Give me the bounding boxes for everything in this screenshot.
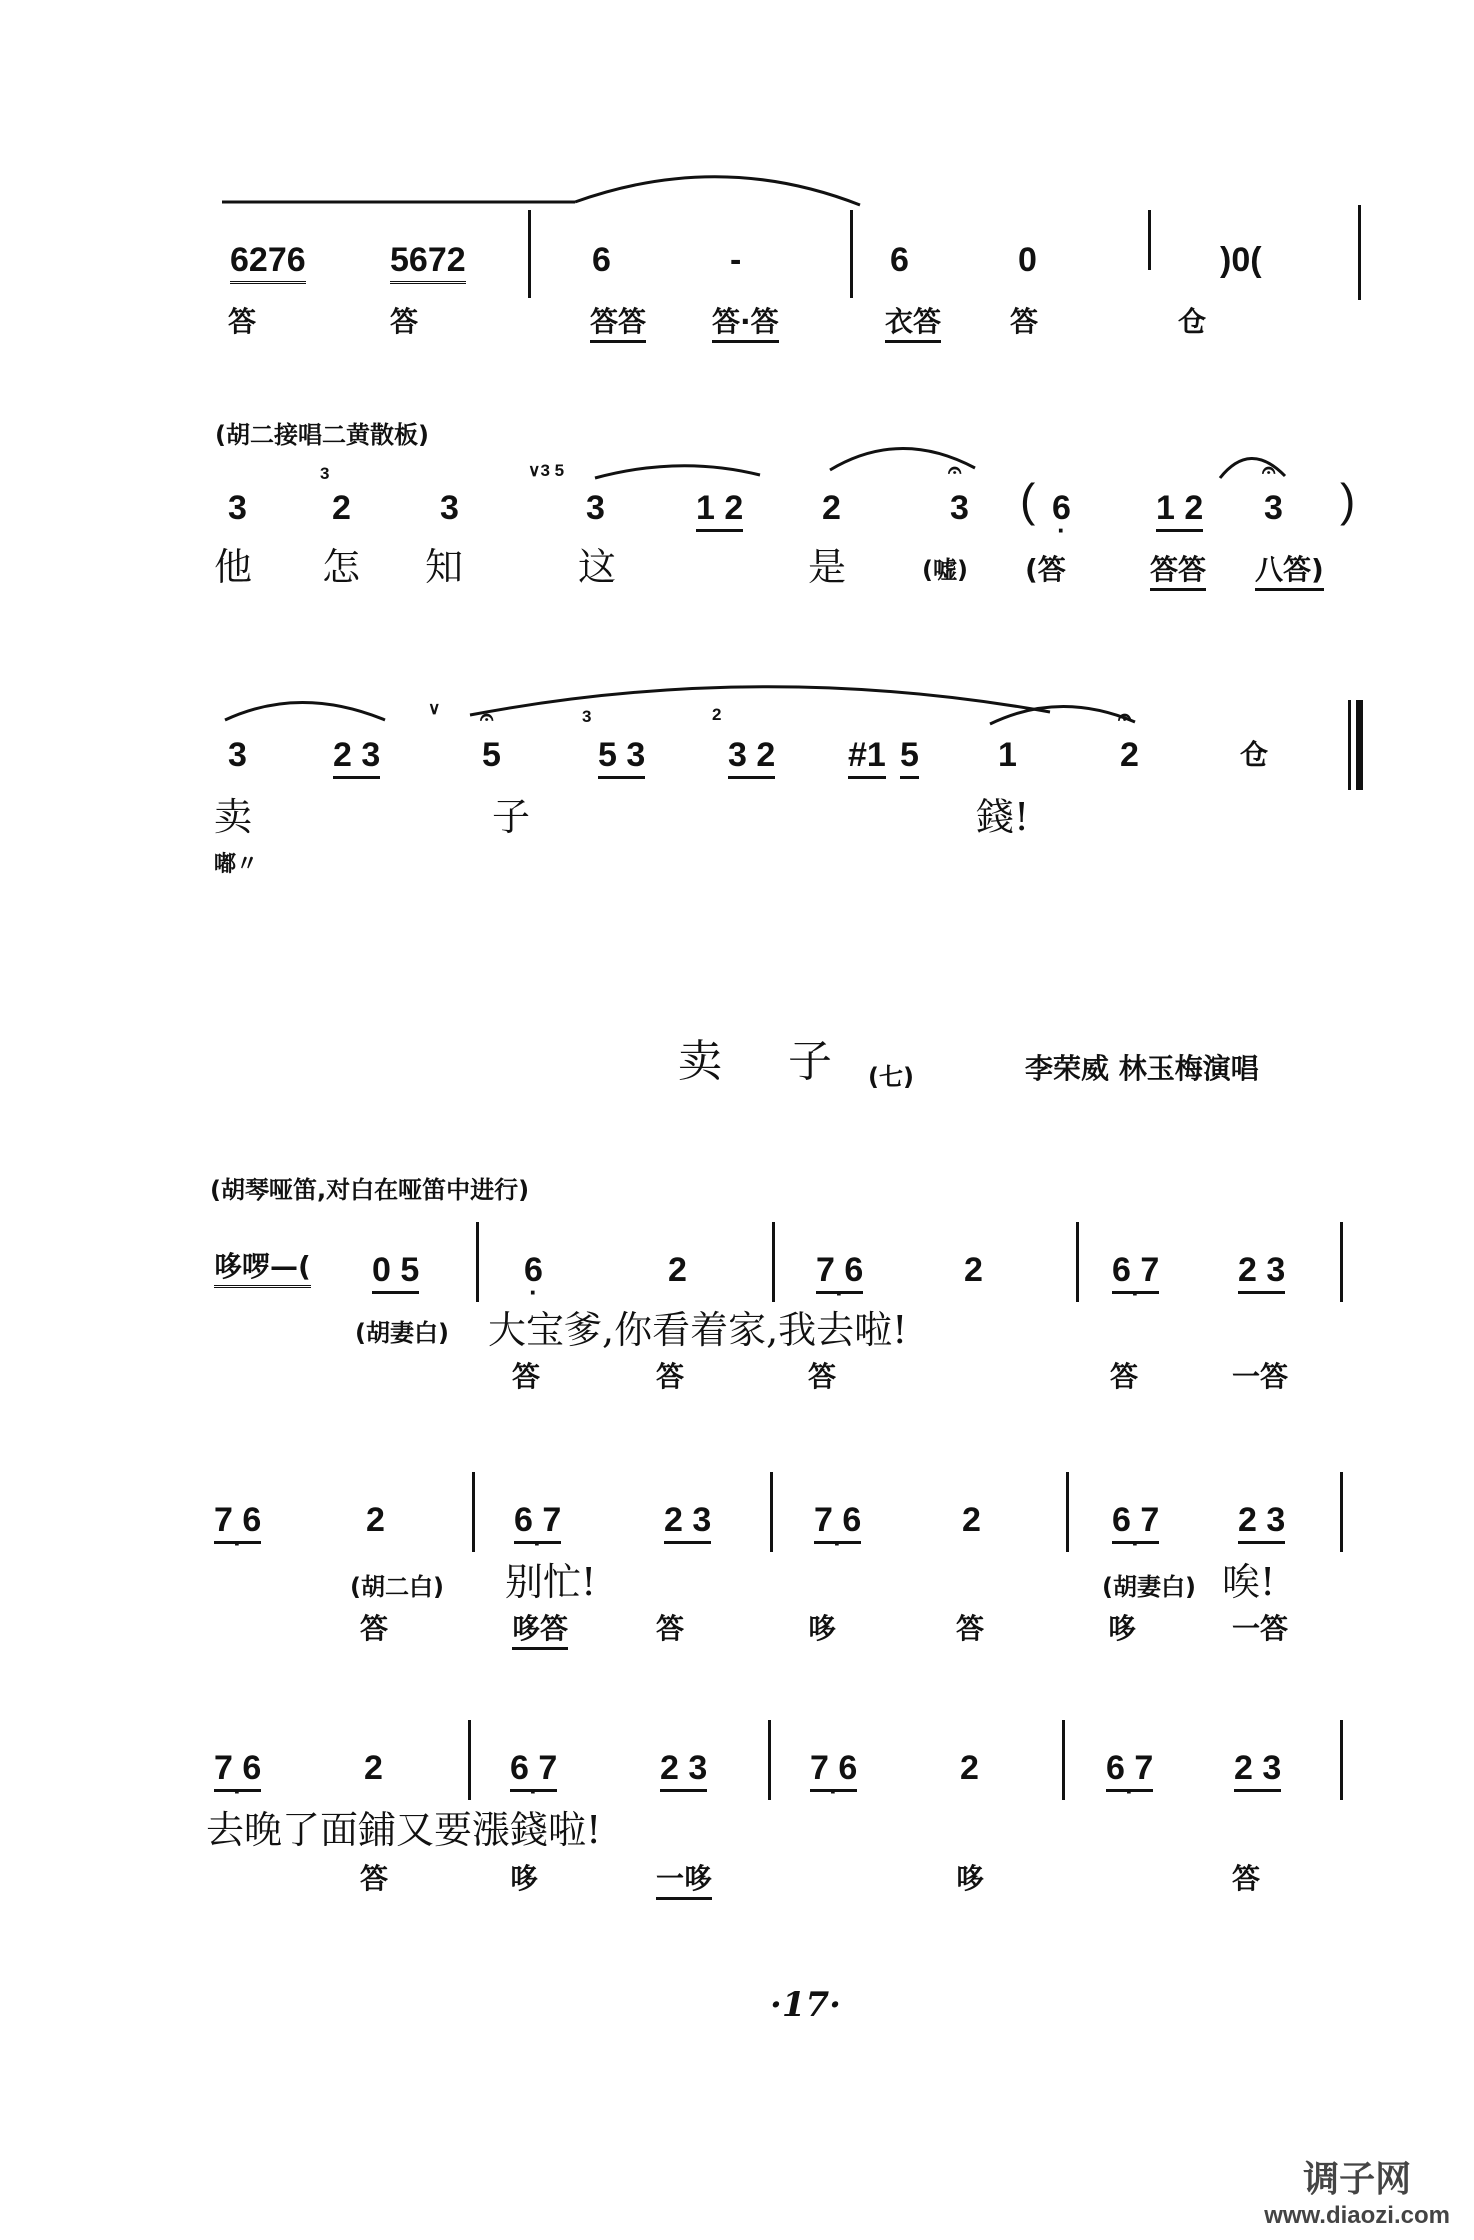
note-group: 1 2 — [696, 488, 743, 532]
perc-syllable: 一哆 — [656, 1862, 712, 1900]
perc-syllable: 答 — [228, 305, 257, 338]
note: 1 — [998, 736, 1017, 774]
fermata-icon: 𝄐 — [1118, 703, 1132, 731]
barline — [1340, 1222, 1343, 1302]
fermata-icon: 𝄐 — [948, 456, 962, 484]
note-fermata: 3 — [950, 489, 969, 527]
paren-open: ( — [1020, 474, 1036, 526]
perc-syllable: 答 — [360, 1612, 389, 1645]
perc-syllable: 答 — [656, 1360, 685, 1393]
note-fermata: 5 — [482, 736, 501, 774]
note-group: 2 3 — [1234, 1748, 1281, 1792]
lyric: 他 — [214, 545, 253, 589]
double-barline — [1348, 700, 1351, 790]
performance-direction: (胡琴哑笛,对白在哑笛中进行) — [210, 1176, 530, 1204]
note-group: 5672 — [390, 240, 466, 284]
perc-syllable: 仓 — [1178, 305, 1207, 338]
note-group: 5 3 — [598, 735, 645, 779]
perc-syllable: 答 — [956, 1612, 985, 1645]
note: 2 — [364, 1749, 383, 1787]
perc-syllable: 衣答 — [885, 305, 941, 343]
note-group: 6 7 · — [510, 1748, 557, 1792]
note-group: 2 3 — [1238, 1250, 1285, 1294]
perc-syllable: 答 — [1232, 1862, 1261, 1895]
spoken-line: 别忙! — [505, 1560, 597, 1604]
perc-syllable: 答 — [656, 1612, 685, 1645]
watermark-name: 调子网 — [1303, 2159, 1412, 2200]
note-group: 6 7 · — [1106, 1748, 1153, 1792]
barline — [1340, 1472, 1343, 1552]
perc-syllable: 答·答 — [712, 305, 779, 343]
interjection: (嘘) — [922, 556, 968, 584]
note: 3 — [440, 489, 459, 527]
note-group: 7 6 · — [214, 1500, 261, 1544]
grace-note: 3 — [582, 707, 592, 726]
note: 6 — [592, 241, 611, 279]
barline — [1148, 210, 1151, 270]
section-title: 卖 子 — [678, 1036, 858, 1087]
grace-note: 2 — [712, 705, 722, 724]
note-group: 2 3 — [660, 1748, 707, 1792]
dash: - — [730, 241, 742, 279]
note: 2 — [822, 489, 841, 527]
note-group: 6 7 · — [1112, 1250, 1159, 1294]
note: 0 — [1018, 241, 1037, 279]
note: 3 — [228, 736, 247, 774]
barline — [768, 1720, 771, 1800]
note-group: 0 5 — [372, 1250, 419, 1294]
lyric: 子 — [492, 795, 531, 839]
page-number: ·17· — [770, 1985, 841, 2025]
grace-note: ∨3 5 — [528, 461, 565, 480]
note: )0( — [1220, 241, 1262, 279]
note: 2 — [332, 489, 351, 527]
note-group: 6276 — [230, 240, 306, 284]
note-fermata: 2 — [1120, 736, 1139, 774]
trill-syllable: 嘟〃 — [214, 852, 259, 877]
barline — [1062, 1720, 1065, 1800]
perc-syllable: 哆答 — [512, 1612, 568, 1650]
note: 3 — [586, 489, 605, 527]
perc-syllable: 答答 — [590, 305, 646, 343]
note-group: 6 7 · — [514, 1500, 561, 1544]
barline — [468, 1720, 471, 1800]
paren-close: ) — [1340, 474, 1356, 526]
lyric: 卖 — [214, 795, 253, 839]
breath-mark: ∨ — [428, 699, 441, 718]
note: 2 — [366, 1501, 385, 1539]
note-group: 3 2 — [728, 735, 775, 779]
spoken-line: 大宝爹,你看着家,我去啦! — [488, 1308, 908, 1352]
speaker-label: (胡妻白) — [355, 1319, 449, 1347]
note: 6 · — [524, 1250, 543, 1290]
note-group: 2 3 — [333, 735, 380, 779]
note-group: 7 6 · — [814, 1500, 861, 1544]
note: 2 — [960, 1749, 979, 1787]
note-group: 2 3 — [664, 1500, 711, 1544]
double-barline — [1356, 700, 1363, 790]
note: 2 — [964, 1251, 983, 1289]
perc-syllable: 答答 — [1150, 553, 1206, 591]
note: 3 — [228, 489, 247, 527]
perc-syllable: 哆 — [1108, 1612, 1137, 1645]
section-number: (七) — [868, 1063, 914, 1091]
barline — [770, 1472, 773, 1552]
note-fermata: 3 — [1264, 489, 1283, 527]
perc-syllable: 哆 — [956, 1862, 985, 1895]
lyric: 知 — [425, 545, 464, 589]
perc-syllable: 答 — [512, 1360, 541, 1393]
barline — [1340, 1720, 1343, 1800]
barline — [528, 210, 531, 298]
note-group: 7 6 · — [816, 1250, 863, 1294]
note: 2 — [962, 1501, 981, 1539]
perc-syllable: 仓 — [1240, 738, 1269, 771]
perc-syllable: (答 — [1025, 553, 1066, 586]
perc-syllable: 答 — [808, 1360, 837, 1393]
performers: 李荣威 林玉梅演唱 — [1025, 1052, 1259, 1085]
perc-syllable: 答 — [1010, 305, 1039, 338]
grace-note: 3 — [320, 464, 330, 483]
barline — [772, 1222, 775, 1302]
speaker-label: (胡妻白) — [1102, 1573, 1196, 1601]
perc-syllable: 一答 — [1232, 1360, 1289, 1393]
perc-syllable: 哆 — [808, 1612, 837, 1645]
fermata-icon: 𝄐 — [1262, 456, 1276, 484]
perc-syllable: 答 — [1110, 1360, 1139, 1393]
watermark — [1264, 2151, 1450, 2230]
perc-syllable: 一答 — [1232, 1612, 1289, 1645]
perc-syllable: 哆 — [510, 1862, 539, 1895]
speaker-label: (胡二白) — [350, 1573, 444, 1601]
note: 6 · — [1052, 488, 1071, 528]
fermata-icon: 𝄐 — [480, 703, 494, 731]
barline — [476, 1222, 479, 1302]
note-group: 7 6 · — [214, 1748, 261, 1792]
end-barline — [1358, 205, 1361, 300]
note-group: 7 6 · — [810, 1748, 857, 1792]
note-group: 2 3 — [1238, 1500, 1285, 1544]
note: #1 — [848, 735, 886, 779]
barline — [1076, 1222, 1079, 1302]
barline — [850, 210, 853, 298]
spoken-line: 去晚了面鋪又要漲錢啦! — [206, 1808, 602, 1852]
note-group: 6 7 · — [1112, 1500, 1159, 1544]
note-group: 1 2 — [1156, 488, 1203, 532]
perc-syllable: 答 — [390, 305, 419, 338]
lyric: 錢! — [976, 795, 1030, 839]
perc-syllable: 八答) — [1255, 553, 1324, 591]
spoken-line: 唉! — [1222, 1560, 1276, 1604]
note: 5 — [900, 735, 919, 779]
perc-syllable: 答 — [360, 1862, 389, 1895]
barline — [1066, 1472, 1069, 1552]
lyric: 怎 — [322, 545, 361, 589]
watermark-url: www.diaozi.com — [1264, 2202, 1450, 2229]
note: 6 — [890, 241, 909, 279]
performance-direction: (胡二接唱二黄散板) — [215, 421, 429, 449]
barline — [472, 1472, 475, 1552]
trill-intro: 哆啰—( — [214, 1250, 311, 1288]
note: 2 — [668, 1251, 687, 1289]
lyric: 是 — [808, 545, 847, 589]
lyric: 这 — [578, 545, 617, 589]
